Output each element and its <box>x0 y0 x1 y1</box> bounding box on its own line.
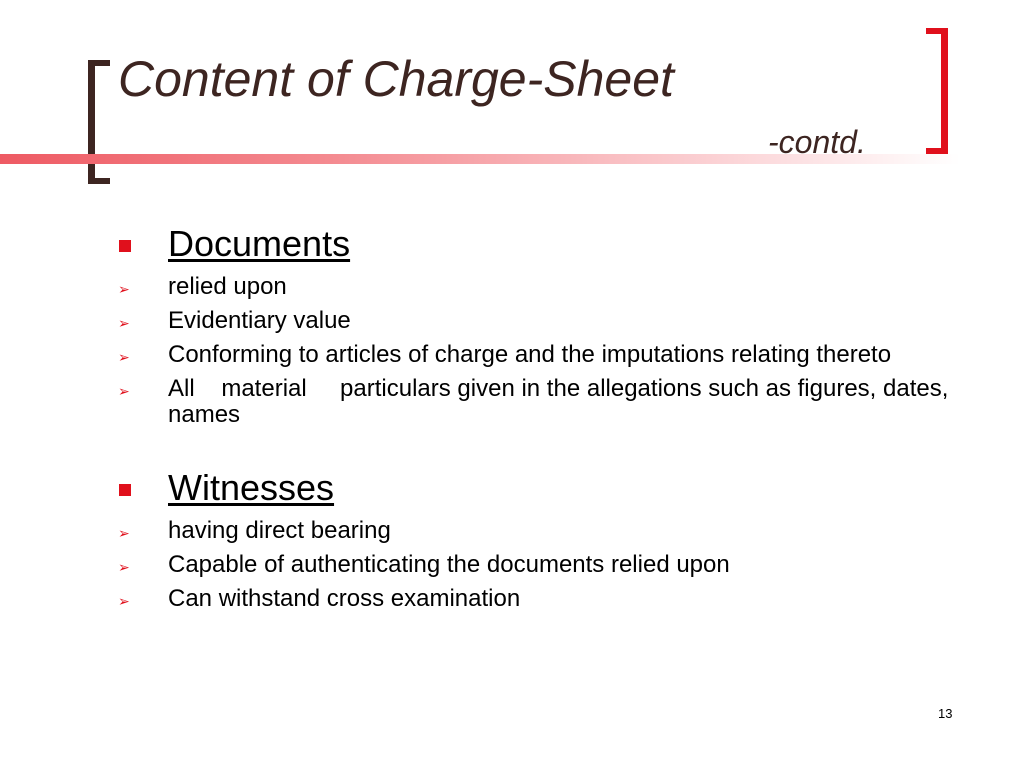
slide-content <box>112 222 956 612</box>
slide-title: Content of Charge-Sheet <box>118 51 674 107</box>
section-heading <box>112 222 952 266</box>
square-bullet-icon <box>119 484 131 496</box>
arrow-bullet-icon: ➢ <box>118 281 130 297</box>
arrow-bullet-icon: ➢ <box>118 525 130 541</box>
arrow-bullet-icon: ➢ <box>118 349 130 365</box>
page-number: 13 <box>938 706 953 721</box>
list-item <box>112 518 952 544</box>
arrow-bullet-icon: ➢ <box>118 315 130 331</box>
list-item-text: Conforming to articles of charge and the imputations relating thereto <box>168 341 892 368</box>
list-item-text: Can withstand cross examination <box>168 585 521 612</box>
list-item-text: Evidentiary value <box>168 307 351 334</box>
arrow-bullet-icon: ➢ <box>118 383 130 399</box>
list-item <box>112 308 952 334</box>
square-bullet-icon <box>119 240 131 252</box>
arrow-bullet-icon: ➢ <box>118 593 130 609</box>
list-item <box>112 274 952 300</box>
list-item <box>112 375 956 428</box>
list-item-text: Capable of authenticating the documents relied upon <box>168 551 730 578</box>
section-documents <box>112 222 956 428</box>
list-item-text: having direct bearing <box>168 517 391 544</box>
section-witnesses <box>112 466 952 612</box>
list-item <box>112 342 952 368</box>
slide-subtitle: -contd. <box>768 124 866 160</box>
left-bracket-decoration <box>88 60 112 184</box>
section-heading-text: Witnesses <box>168 467 335 508</box>
arrow-bullet-icon: ➢ <box>118 559 130 575</box>
list-item <box>112 552 952 578</box>
section-heading-text: Documents <box>168 223 351 264</box>
list-item <box>112 586 952 612</box>
section-heading <box>112 466 952 510</box>
list-item-text: relied upon <box>168 273 287 300</box>
right-bracket-decoration <box>924 28 948 154</box>
list-item-text: All material particulars given in the allegations such as figures, dates, names <box>168 375 956 428</box>
